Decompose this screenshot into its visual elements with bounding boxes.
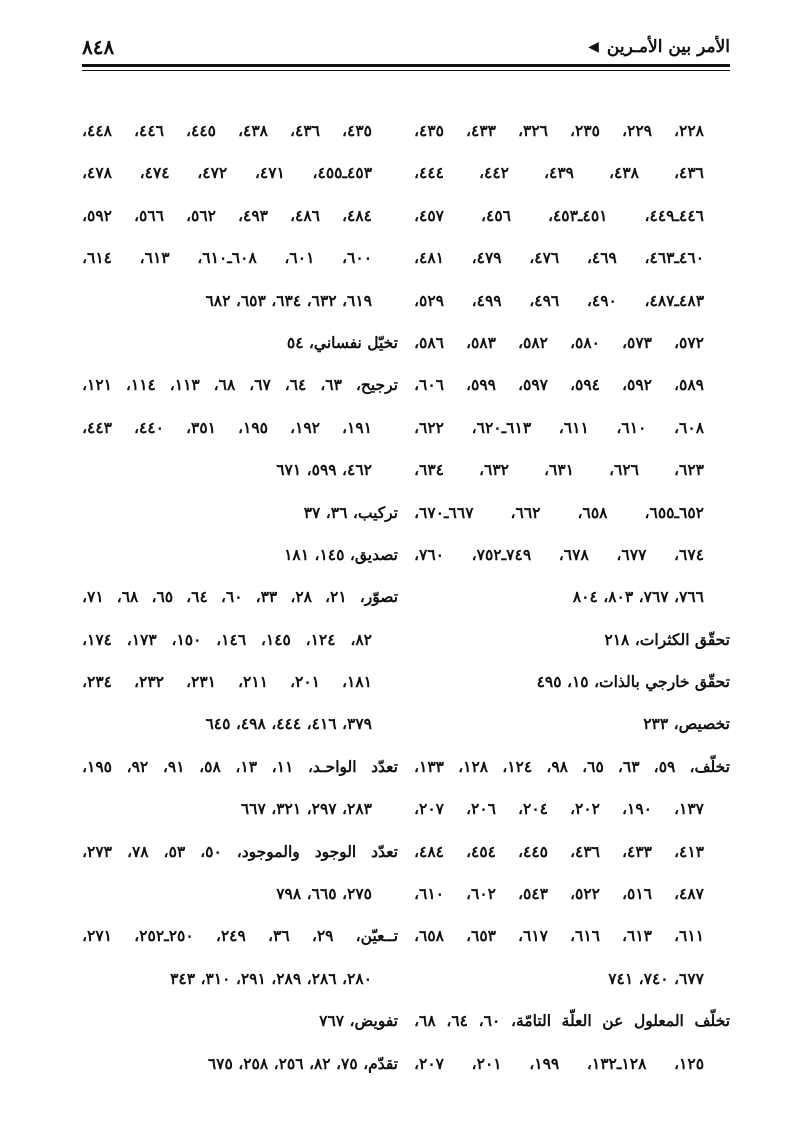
index-continuation: ٦٧٧، ٧٤٠، ٧٤١ <box>608 968 704 988</box>
index-continuation: ٦٠٨، ٦١٠، ٦١١، ٦١٣ـ٦٢٠، ٦٢٢، <box>414 417 705 437</box>
index-entry: تخلّف المعلول عن العلّة التامّة، ٦٠، ٦٤، ٦٨، <box>414 1011 730 1031</box>
running-title: الأمر بين الأمـرين <box>606 37 730 57</box>
page-header <box>82 34 730 60</box>
index-continuation: ٦٥٢ـ٦٥٥، ٦٥٨، ٦٦٢، ٦٦٧ـ٦٧٠، <box>414 502 705 522</box>
index-continuation: ٨٢، ١٢٤، ١٤٥، ١٤٦، ١٥٠، ١٧٣، ١٧٤، <box>82 629 372 649</box>
index-columns <box>82 110 730 1085</box>
index-continuation: ١٢٥، ١٢٨ـ١٣٢، ١٩٩، ٢٠١، ٢٠٧، <box>414 1053 705 1073</box>
index-continuation: ٥٧٢، ٥٧٣، ٥٨٠، ٥٨٢، ٥٨٣، ٥٨٦، <box>414 332 704 352</box>
index-entry: تحقّق الكثرات، ٢١٨ <box>604 629 730 649</box>
index-column-right <box>414 110 730 1085</box>
header-rule-thick <box>82 64 730 67</box>
index-entry: تقدّم، ٧٥، ٨٢، ٢٥٦، ٢٥٨، ٦٧٥ <box>207 1053 398 1073</box>
index-continuation: ٢٨٣، ٢٩٧، ٣٢١، ٦٦٧ <box>240 799 372 819</box>
index-entry: تفويض، ٧٦٧ <box>319 1011 398 1031</box>
index-entry: تركيب، ٣٦، ٣٧ <box>303 502 398 522</box>
index-continuation: ١٣٧، ١٩٠، ٢٠٢، ٢٠٤، ٢٠٦، ٢٠٧، <box>414 799 704 819</box>
index-continuation: ٤٦٢، ٥٩٩، ٦٧١ <box>276 460 372 480</box>
index-entry: تخلّف، ٥٩، ٦٣، ٦٥، ٩٨، ١٢٤، ١٢٨، ١٣٣، <box>414 756 730 776</box>
index-entry: تصوّر، ٢١، ٢٨، ٣٣، ٦٠، ٦٤، ٦٥، ٦٨، ٧١، <box>82 587 398 607</box>
index-entry: تحقّق خارجي بالذات، ١٥، ٤٩٥ <box>536 672 730 692</box>
index-continuation: ٦٢٣، ٦٢٦، ٦٣١، ٦٣٢، ٦٣٤، <box>414 460 704 480</box>
index-entry: تعدّد الواحـد، ١١، ١٣، ٥٨، ٩١، ٩٢، ١٩٥، <box>82 756 398 776</box>
index-continuation: ٦٠٠، ٦٠١، ٦٠٨ـ٦١٠، ٦١٣، ٦١٤، <box>82 248 373 268</box>
index-continuation: ٧٦٦، ٧٦٧، ٨٠٣، ٨٠٤ <box>572 587 704 607</box>
index-continuation: ٦٧٤، ٦٧٧، ٦٧٨، ٧٤٩ـ٧٥٢، ٧٦٠، <box>414 544 705 564</box>
index-column-left <box>82 110 398 1085</box>
arrow-left-icon: ◀ <box>588 39 599 55</box>
index-continuation: ٦١٩، ٦٣٢، ٦٣٤، ٦٥٣، ٦٨٢ <box>205 290 372 310</box>
index-continuation: ٤٦٠ـ٤٦٣، ٤٦٩، ٤٧٦، ٤٧٩، ٤٨١، <box>414 248 705 268</box>
index-continuation: ٤٨٧، ٥١٦، ٥٢٢، ٥٤٣، ٦٠٢، ٦١٠، <box>414 884 704 904</box>
index-continuation: ٤٣٦، ٤٣٨، ٤٣٩، ٤٤٢، ٤٤٤، <box>414 163 704 183</box>
index-continuation: ٣٧٩، ٤١٦، ٤٤٤، ٤٩٨، ٦٤٥ <box>205 714 372 734</box>
index-entry: ترجيح، ٦٣، ٦٤، ٦٧، ٦٨، ١١٣، ١١٤، ١٢١، <box>82 375 398 395</box>
index-entry: تــعيّن، ٢٩، ٣٦، ٢٤٩، ٢٥٠ـ٢٥٢، ٢٧١، <box>82 926 398 946</box>
index-entry: تصديق، ١٤٥، ١٨١ <box>284 544 398 564</box>
index-entry: تخيّل نفساني، ٥٤ <box>286 332 398 352</box>
index-continuation: ٢٨٠، ٢٨٦، ٢٨٩، ٢٩١، ٣١٠، ٣٤٣ <box>170 968 372 988</box>
index-continuation: ٢٢٨، ٢٢٩، ٢٣٥، ٣٢٦، ٤٣٣، ٤٣٥، <box>414 121 704 140</box>
index-continuation: ٢٧٥، ٦٦٥، ٧٩٨ <box>276 884 372 904</box>
page-number: ٨٤٨ <box>82 35 115 59</box>
index-continuation: ٥٨٩، ٥٩٢، ٥٩٤، ٥٩٧، ٥٩٩، ٦٠٦، <box>414 375 704 395</box>
index-continuation: ٦١١، ٦١٣، ٦١٦، ٦١٧، ٦٥٣، ٦٥٨، <box>414 926 704 946</box>
index-entry: تعدّد الوجود والموجود، ٥٠، ٥٣، ٧٨، ٢٧٣، <box>82 841 398 861</box>
index-continuation: ٤٣٥، ٤٣٦، ٤٣٨، ٤٤٥، ٤٤٦، ٤٤٨، <box>82 121 372 140</box>
running-head <box>588 37 730 57</box>
index-continuation: ١٩١، ١٩٢، ١٩٥، ٣٥١، ٤٤٠، ٤٤٣، <box>82 417 372 437</box>
index-continuation: ٤٥٣ـ٤٥٥، ٤٧١، ٤٧٢، ٤٧٤، ٤٧٨، <box>82 163 373 183</box>
index-continuation: ٤٨٤، ٤٨٦، ٤٩٣، ٥٦٢، ٥٦٦، ٥٩٢، <box>82 205 372 225</box>
index-continuation: ٤٤٦ـ٤٤٩، ٤٥١ـ٤٥٣، ٤٥٦، ٤٥٧، <box>414 205 705 225</box>
index-entry: تخصيص، ٢٣٣ <box>643 714 730 734</box>
index-continuation: ٤٨٣ـ٤٨٧، ٤٩٠، ٤٩٦، ٤٩٩، ٥٢٩، <box>414 290 705 310</box>
index-continuation: ١٨١، ٢٠١، ٢١١، ٢٣١، ٢٣٢، ٢٣٤، <box>82 672 372 692</box>
index-continuation: ٤١٣، ٤٣٣، ٤٣٦، ٤٤٥، ٤٥٤، ٤٨٤، <box>414 841 704 861</box>
header-rule-thin <box>82 70 730 71</box>
